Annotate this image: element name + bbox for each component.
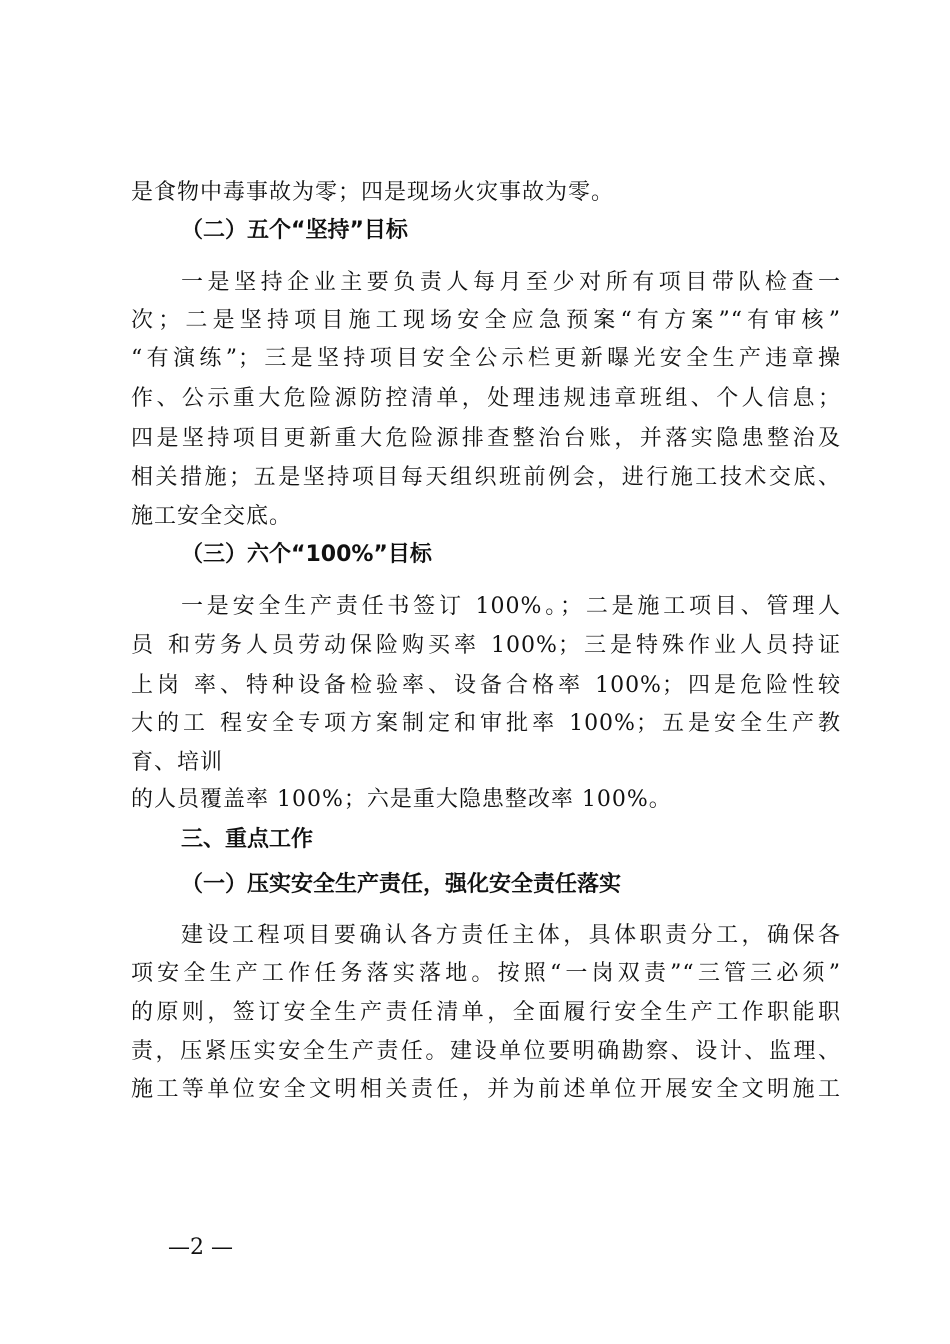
paragraph-line: 作、公示重大危险源防控清单，处理违规违章班组、个人信息；: [131, 386, 841, 411]
subheading-six-100: （三）六个“100%”目标: [181, 542, 432, 567]
paragraph-line: 上岗 率、特种设备检验率、设备合格率 100%；四是危险性较: [131, 673, 841, 698]
subheading-five-persist: （二）五个“坚持”目标: [181, 218, 408, 243]
paragraph-line: 一是安全生产责任书签订 100%。；二是施工项目、管理人: [181, 594, 841, 619]
paragraph-line: 的原则，签订安全生产责任清单，全面履行安全生产工作职能职: [131, 1000, 841, 1025]
paragraph-line: 是食物中毒事故为零；四是现场火灾事故为零。: [131, 180, 615, 205]
subheading-responsibility: （一）压实安全生产责任，强化安全责任落实: [181, 872, 622, 897]
page-number: —2 —: [168, 1235, 233, 1260]
paragraph-line: 次；二是坚持项目施工现场安全应急预案“有方案”“有审核”: [131, 308, 841, 333]
paragraph-line: 的人员覆盖率 100%；六是重大隐患整改率 100%。: [131, 787, 672, 812]
paragraph-line: 施工安全交底。: [131, 504, 293, 529]
paragraph-line: 一是坚持企业主要负责人每月至少对所有项目带队检查一: [181, 270, 841, 295]
paragraph-line: 育、培训: [131, 750, 224, 775]
paragraph-line: 项安全生产工作任务落实落地。按照“一岗双责”“三管三必须”: [131, 961, 841, 986]
paragraph-line: 大的工 程安全专项方案制定和审批率 100%；五是安全生产教: [131, 711, 841, 736]
paragraph-line: 施工等单位安全文明相关责任，并为前述单位开展安全文明施工: [131, 1077, 841, 1102]
paragraph-line: 员 和劳务人员劳动保险购买率 100%；三是特殊作业人员持证: [131, 633, 841, 658]
paragraph-line: “有演练”；三是坚持项目安全公示栏更新曝光安全生产违章操: [131, 346, 841, 371]
paragraph-line: 四是坚持项目更新重大危险源排查整治台账，并落实隐患整治及: [131, 426, 841, 451]
paragraph-line: 建设工程项目要确认各方责任主体，具体职责分工，确保各: [181, 923, 841, 948]
paragraph-line: 相关措施；五是坚持项目每天组织班前例会，进行施工技术交底、: [131, 465, 841, 490]
paragraph-line: 责，压紧压实安全生产责任。建设单位要明确勘察、设计、监理、: [131, 1039, 841, 1064]
section-heading-key-work: 三、重点工作: [181, 827, 314, 852]
